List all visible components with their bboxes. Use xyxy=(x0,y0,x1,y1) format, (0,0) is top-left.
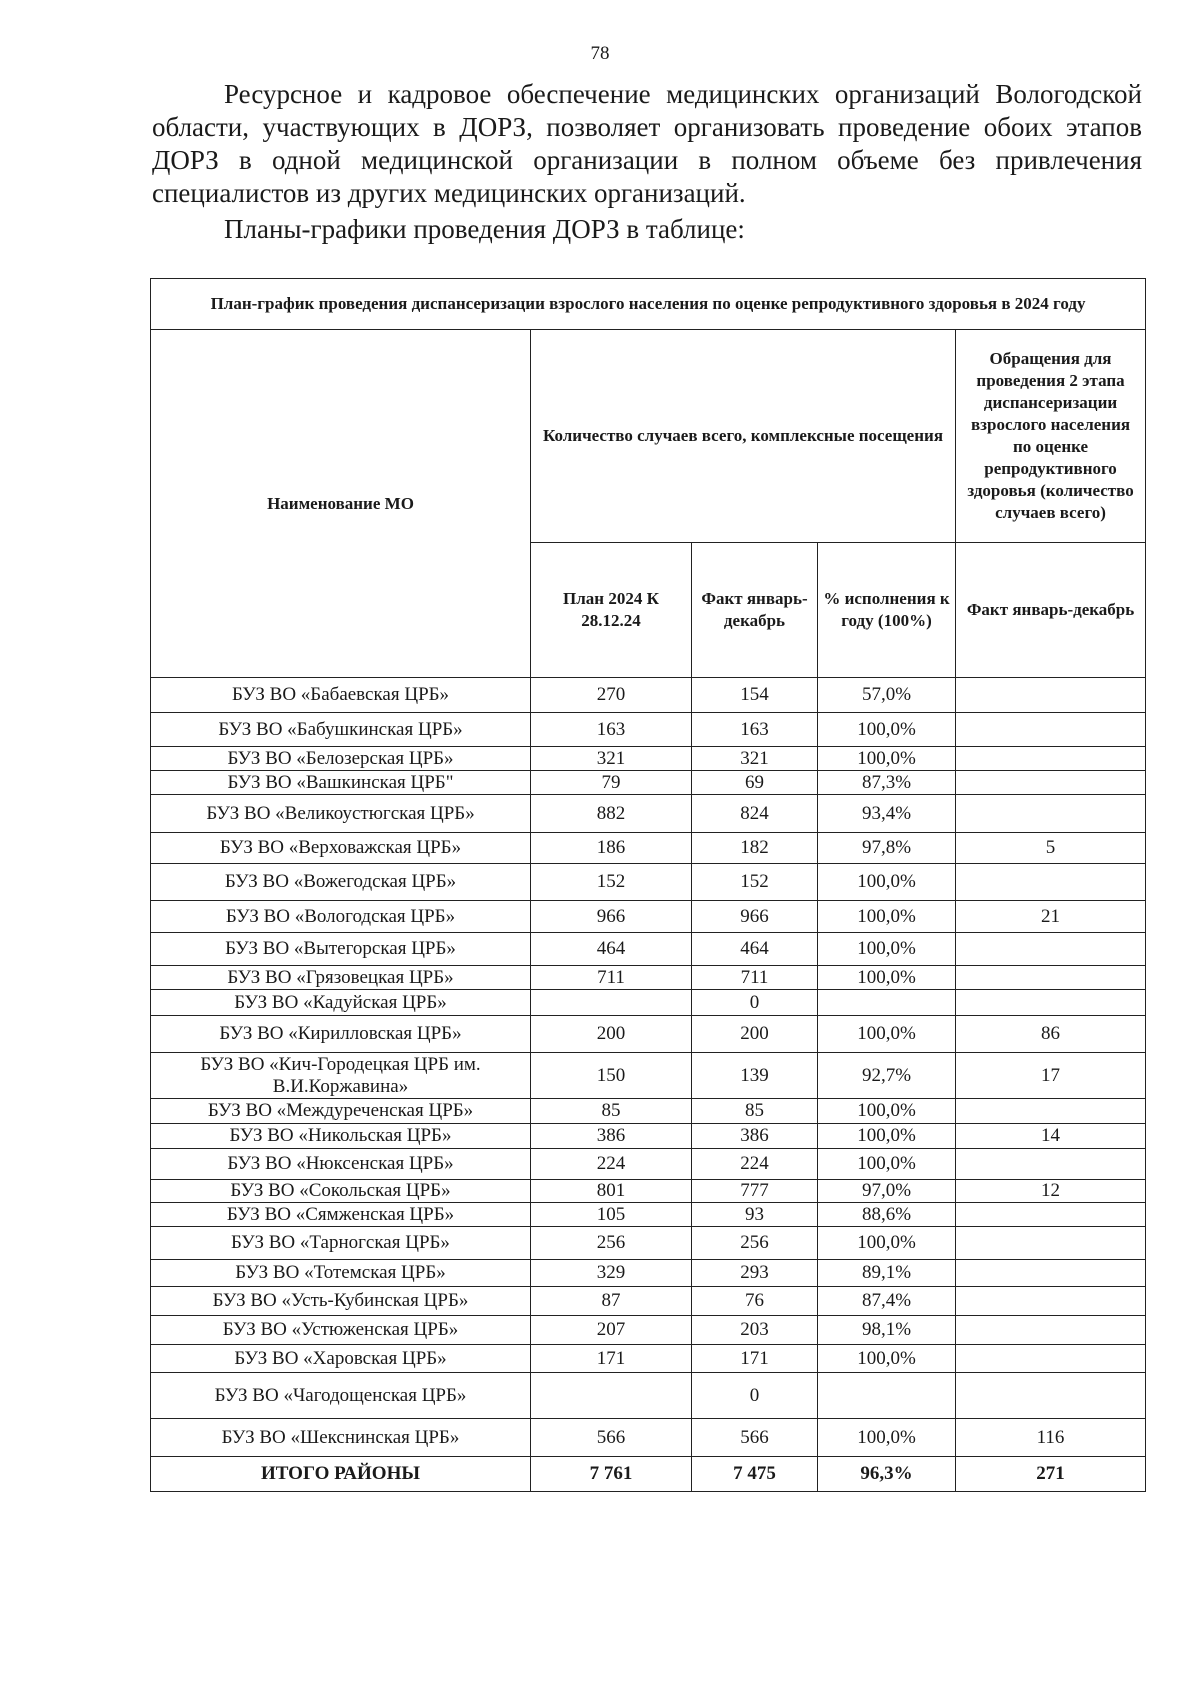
cell-percent: 100,0% xyxy=(818,1124,956,1149)
total-row xyxy=(151,1457,1146,1492)
cell-name: БУЗ ВО «Устюженская ЦРБ» xyxy=(151,1316,531,1345)
cell-stage2 xyxy=(956,747,1146,771)
table-row xyxy=(151,713,1146,747)
cell-stage2 xyxy=(956,1149,1146,1180)
cell-stage2 xyxy=(956,1260,1146,1287)
table-row xyxy=(151,933,1146,966)
cell-stage2 xyxy=(956,864,1146,901)
cell-percent: 88,6% xyxy=(818,1203,956,1227)
cell-fact: 171 xyxy=(692,1345,818,1373)
cell-fact: 824 xyxy=(692,795,818,833)
cell-plan: 171 xyxy=(531,1345,692,1373)
cell-name: БУЗ ВО «Сокольская ЦРБ» xyxy=(151,1180,531,1203)
cell-name: БУЗ ВО «Вожегодская ЦРБ» xyxy=(151,864,531,901)
cell-name: БУЗ ВО «Усть-Кубинская ЦРБ» xyxy=(151,1287,531,1316)
cell-name: БУЗ ВО «Нюксенская ЦРБ» xyxy=(151,1149,531,1180)
cell-name: БУЗ ВО «Бабаевская ЦРБ» xyxy=(151,678,531,713)
cell-fact: 139 xyxy=(692,1053,818,1099)
cell-name: БУЗ ВО «Тотемская ЦРБ» xyxy=(151,1260,531,1287)
table-row xyxy=(151,864,1146,901)
table-row xyxy=(151,901,1146,933)
cell-plan: 224 xyxy=(531,1149,692,1180)
cell-stage2 xyxy=(956,1316,1146,1345)
cell-name: БУЗ ВО «Грязовецкая ЦРБ» xyxy=(151,966,531,990)
cell-percent: 100,0% xyxy=(818,864,956,901)
total-percent: 96,3% xyxy=(818,1457,956,1492)
cell-percent: 100,0% xyxy=(818,1227,956,1260)
cell-name: БУЗ ВО «Вашкинская ЦРБ" xyxy=(151,771,531,795)
cell-name: БУЗ ВО «Харовская ЦРБ» xyxy=(151,1345,531,1373)
cell-fact: 85 xyxy=(692,1099,818,1124)
cell-stage2: 17 xyxy=(956,1053,1146,1099)
cell-stage2 xyxy=(956,1203,1146,1227)
cell-percent: 100,0% xyxy=(818,1345,956,1373)
cell-fact: 386 xyxy=(692,1124,818,1149)
cell-plan: 200 xyxy=(531,1016,692,1053)
cell-name: БУЗ ВО «Тарногская ЦРБ» xyxy=(151,1227,531,1260)
cell-fact: 69 xyxy=(692,771,818,795)
cell-percent: 98,1% xyxy=(818,1316,956,1345)
cell-stage2 xyxy=(956,678,1146,713)
cell-percent: 100,0% xyxy=(818,1016,956,1053)
cell-plan: 186 xyxy=(531,833,692,864)
cell-stage2: 12 xyxy=(956,1180,1146,1203)
cell-name: БУЗ ВО «Чагодощенская ЦРБ» xyxy=(151,1373,531,1419)
cell-fact: 321 xyxy=(692,747,818,771)
table-body xyxy=(151,678,1146,1457)
cell-stage2 xyxy=(956,713,1146,747)
cell-percent: 100,0% xyxy=(818,966,956,990)
table-row xyxy=(151,1287,1146,1316)
header-percent: % исполнения к году (100%) xyxy=(818,543,956,678)
cell-stage2 xyxy=(956,1345,1146,1373)
cell-stage2 xyxy=(956,1227,1146,1260)
cell-name: БУЗ ВО «Кич-Городецкая ЦРБ им. В.И.Коржавина» xyxy=(151,1053,531,1099)
cell-name: БУЗ ВО «Вытегорская ЦРБ» xyxy=(151,933,531,966)
table-row xyxy=(151,1419,1146,1457)
header-stage2-fact: Факт январь-декабрь xyxy=(956,543,1146,678)
cell-fact: 256 xyxy=(692,1227,818,1260)
cell-percent: 93,4% xyxy=(818,795,956,833)
cell-percent xyxy=(818,1373,956,1419)
intro-paragraph-plans: Планы-графики проведения ДОРЗ в таблице: xyxy=(224,214,745,244)
cell-plan: 87 xyxy=(531,1287,692,1316)
intro-text xyxy=(152,78,1142,246)
table-row xyxy=(151,771,1146,795)
schedule-table xyxy=(150,278,1146,1492)
table-caption: План-график проведения диспансеризации взрослого населения по оценке репродуктивного здоровья в 2024 году xyxy=(151,279,1146,330)
cell-stage2 xyxy=(956,771,1146,795)
table-row xyxy=(151,833,1146,864)
cell-fact: 566 xyxy=(692,1419,818,1457)
cell-percent: 100,0% xyxy=(818,901,956,933)
cell-plan: 464 xyxy=(531,933,692,966)
cell-stage2: 86 xyxy=(956,1016,1146,1053)
cell-stage2 xyxy=(956,1287,1146,1316)
cell-stage2 xyxy=(956,795,1146,833)
cell-plan xyxy=(531,990,692,1016)
header-fact: Факт январь-декабрь xyxy=(692,543,818,678)
cell-fact: 163 xyxy=(692,713,818,747)
cell-plan: 711 xyxy=(531,966,692,990)
cell-percent: 100,0% xyxy=(818,1149,956,1180)
cell-plan: 79 xyxy=(531,771,692,795)
cell-fact: 0 xyxy=(692,990,818,1016)
cell-plan: 966 xyxy=(531,901,692,933)
table-row xyxy=(151,1373,1146,1419)
cell-fact: 777 xyxy=(692,1180,818,1203)
cell-plan: 150 xyxy=(531,1053,692,1099)
cell-plan xyxy=(531,1373,692,1419)
table-row xyxy=(151,1227,1146,1260)
header-name: Наименование МО xyxy=(151,330,531,678)
cell-percent: 100,0% xyxy=(818,713,956,747)
cell-stage2: 5 xyxy=(956,833,1146,864)
cell-fact: 224 xyxy=(692,1149,818,1180)
table-row xyxy=(151,1149,1146,1180)
cell-percent xyxy=(818,990,956,1016)
table-row xyxy=(151,966,1146,990)
cell-plan: 386 xyxy=(531,1124,692,1149)
total-fact: 7 475 xyxy=(692,1457,818,1492)
cell-fact: 200 xyxy=(692,1016,818,1053)
header-cases-group: Количество случаев всего, комплексные посещения xyxy=(531,330,956,543)
table-row xyxy=(151,1180,1146,1203)
table-row xyxy=(151,678,1146,713)
cell-name: БУЗ ВО «Великоустюгская ЦРБ» xyxy=(151,795,531,833)
cell-stage2 xyxy=(956,1099,1146,1124)
cell-percent: 97,8% xyxy=(818,833,956,864)
cell-plan: 163 xyxy=(531,713,692,747)
cell-stage2: 21 xyxy=(956,901,1146,933)
cell-percent: 100,0% xyxy=(818,1419,956,1457)
cell-fact: 0 xyxy=(692,1373,818,1419)
table-row xyxy=(151,1345,1146,1373)
table-row xyxy=(151,1124,1146,1149)
cell-name: БУЗ ВО «Шекснинская ЦРБ» xyxy=(151,1419,531,1457)
cell-stage2: 14 xyxy=(956,1124,1146,1149)
cell-plan: 85 xyxy=(531,1099,692,1124)
cell-fact: 203 xyxy=(692,1316,818,1345)
cell-stage2 xyxy=(956,990,1146,1016)
cell-percent: 57,0% xyxy=(818,678,956,713)
cell-percent: 89,1% xyxy=(818,1260,956,1287)
total-plan: 7 761 xyxy=(531,1457,692,1492)
cell-plan: 152 xyxy=(531,864,692,901)
table-row xyxy=(151,990,1146,1016)
cell-name: БУЗ ВО «Сямженская ЦРБ» xyxy=(151,1203,531,1227)
cell-fact: 154 xyxy=(692,678,818,713)
cell-name: БУЗ ВО «Кирилловская ЦРБ» xyxy=(151,1016,531,1053)
intro-paragraph: Ресурсное и кадровое обеспечение медицинских организаций Вологодской области, участвующих в ДОРЗ, позволяет организовать проведение обоих этапов ДОРЗ в одной медицинской организации в полном объеме без привлечения специалистов из других медицинских организаций. xyxy=(152,79,1142,208)
cell-name: БУЗ ВО «Вологодская ЦРБ» xyxy=(151,901,531,933)
page-number: 78 xyxy=(590,43,610,64)
cell-plan: 566 xyxy=(531,1419,692,1457)
cell-plan: 270 xyxy=(531,678,692,713)
table-row xyxy=(151,1053,1146,1099)
table-row xyxy=(151,1260,1146,1287)
total-name: ИТОГО РАЙОНЫ xyxy=(151,1457,531,1492)
table-row xyxy=(151,795,1146,833)
cell-plan: 801 xyxy=(531,1180,692,1203)
cell-fact: 464 xyxy=(692,933,818,966)
cell-plan: 207 xyxy=(531,1316,692,1345)
cell-percent: 97,0% xyxy=(818,1180,956,1203)
cell-fact: 293 xyxy=(692,1260,818,1287)
cell-percent: 100,0% xyxy=(818,933,956,966)
cell-stage2 xyxy=(956,933,1146,966)
cell-plan: 256 xyxy=(531,1227,692,1260)
table-row xyxy=(151,1203,1146,1227)
cell-fact: 152 xyxy=(692,864,818,901)
cell-fact: 76 xyxy=(692,1287,818,1316)
cell-stage2 xyxy=(956,1373,1146,1419)
cell-percent: 100,0% xyxy=(818,747,956,771)
cell-percent: 100,0% xyxy=(818,1099,956,1124)
cell-percent: 87,3% xyxy=(818,771,956,795)
cell-stage2 xyxy=(956,966,1146,990)
total-stage2: 271 xyxy=(956,1457,1146,1492)
cell-plan: 321 xyxy=(531,747,692,771)
cell-stage2: 116 xyxy=(956,1419,1146,1457)
cell-name: БУЗ ВО «Белозерская ЦРБ» xyxy=(151,747,531,771)
table-row xyxy=(151,1099,1146,1124)
cell-fact: 966 xyxy=(692,901,818,933)
table-row xyxy=(151,747,1146,771)
table-row xyxy=(151,1016,1146,1053)
cell-name: БУЗ ВО «Бабушкинская ЦРБ» xyxy=(151,713,531,747)
cell-plan: 882 xyxy=(531,795,692,833)
cell-name: БУЗ ВО «Верховажская ЦРБ» xyxy=(151,833,531,864)
header-stage2-group: Обращения для проведения 2 этапа диспансеризации взрослого населения по оценке репродуктивного здоровья (количество случаев всего) xyxy=(956,330,1146,543)
cell-plan: 105 xyxy=(531,1203,692,1227)
cell-fact: 93 xyxy=(692,1203,818,1227)
cell-percent: 87,4% xyxy=(818,1287,956,1316)
cell-fact: 182 xyxy=(692,833,818,864)
cell-name: БУЗ ВО «Кадуйская ЦРБ» xyxy=(151,990,531,1016)
cell-plan: 329 xyxy=(531,1260,692,1287)
header-plan: План 2024 К 28.12.24 xyxy=(531,543,692,678)
cell-fact: 711 xyxy=(692,966,818,990)
cell-percent: 92,7% xyxy=(818,1053,956,1099)
cell-name: БУЗ ВО «Междуреченская ЦРБ» xyxy=(151,1099,531,1124)
cell-name: БУЗ ВО «Никольская ЦРБ» xyxy=(151,1124,531,1149)
table-row xyxy=(151,1316,1146,1345)
